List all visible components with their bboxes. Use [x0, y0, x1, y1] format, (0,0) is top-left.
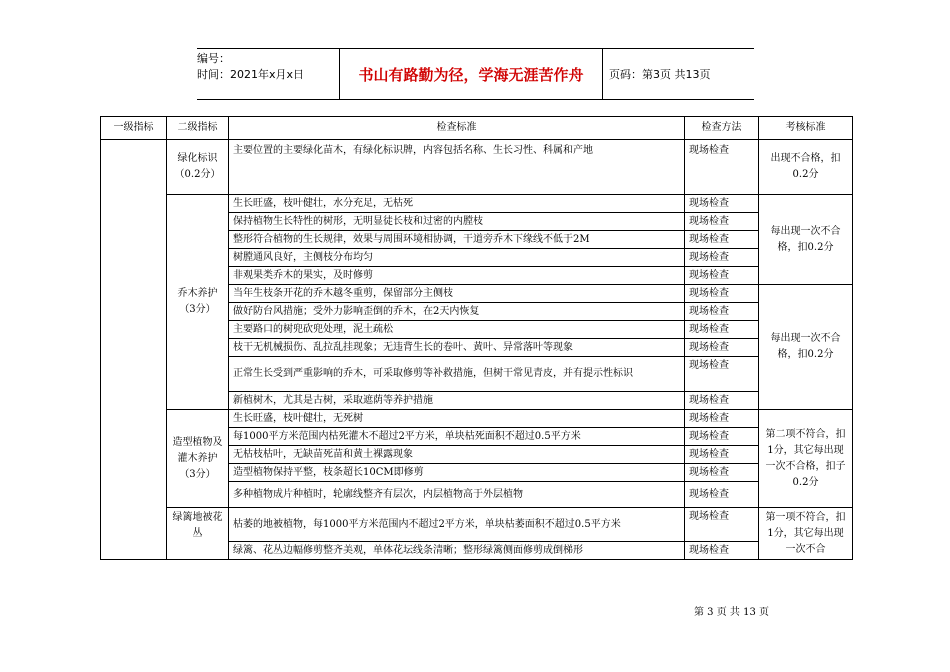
- table-row: [101, 140, 853, 195]
- inspection-table: [100, 116, 853, 560]
- criteria-cell: 整形符合植物的生长规律，效果与周围环境相协调，干道旁乔木下缘线不低于2M: [229, 231, 685, 249]
- method-cell: 现场检查: [685, 482, 759, 508]
- date-label: 时间：2021年x月x日: [197, 68, 305, 81]
- method-cell: 现场检查: [685, 249, 759, 267]
- criteria-cell: 绿篱、花丛边幅修剪整齐美观，单体花坛线条清晰；整形绿篱侧面修剪成倒梯形: [229, 542, 685, 560]
- number-label: 编号：: [197, 52, 230, 65]
- table-row: [101, 508, 853, 542]
- page-header: [197, 48, 754, 100]
- method-cell: 现场检查: [685, 285, 759, 303]
- score-cell: 每出现一次不合格，扣0.2分: [759, 285, 853, 410]
- column-header: 二级指标: [167, 117, 229, 140]
- score-cell: 每出现一次不合格，扣0.2分: [759, 195, 853, 285]
- criteria-cell: 保持植物生长特性的树形，无明显徒长枝和过密的内膛枝: [229, 213, 685, 231]
- motto: 书山有路勤为径，学海无涯苦作舟: [340, 49, 603, 99]
- criteria-cell: 枯萎的地被植物，每1000平方米范围内不超过2平方米，单块枯萎面积不超过0.5平方米: [229, 508, 685, 542]
- method-cell: 现场检查: [685, 321, 759, 339]
- criteria-cell: 正常生长受到严重影响的乔木，可采取修剪等补救措施，但树干常见青皮，并有提示性标识: [229, 357, 685, 392]
- method-cell: 现场检查: [685, 140, 759, 195]
- column-header: 检查方法: [685, 117, 759, 140]
- method-cell: 现场检查: [685, 542, 759, 560]
- column-header: 检查标准: [229, 117, 685, 140]
- criteria-cell: 生长旺盛，枝叶健壮，无死树: [229, 410, 685, 428]
- criteria-cell: 新植树木，尤其是古树，采取遮荫等养护措施: [229, 392, 685, 410]
- page-footer: 第 3 页 共 13 页: [694, 607, 769, 618]
- criteria-cell: 枝干无机械损伤、乱拉乱挂现象；无违背生长的卷叶、黄叶、异常落叶等现象: [229, 339, 685, 357]
- method-cell: 现场检查: [685, 508, 759, 542]
- header-left: [197, 49, 340, 99]
- criteria-cell: 无枯枝枯叶，无缺苗死苗和黄土裸露现象: [229, 446, 685, 464]
- level2-greening: 绿化标识（0.2分）: [167, 140, 229, 195]
- criteria-cell: 每1000平方米范围内枯死灌木不超过2平方米，单块枯死面积不超过0.5平方米: [229, 428, 685, 446]
- score-cell: 第一项不符合，扣1分，其它每出现一次不合: [759, 508, 853, 560]
- page-label: 页码：第3页 共13页: [609, 68, 711, 81]
- criteria-cell: 树膛通风良好，主侧枝分布均匀: [229, 249, 685, 267]
- table-row: [101, 410, 853, 428]
- method-cell: 现场检查: [685, 446, 759, 464]
- criteria-cell: 做好防台风措施；受外力影响歪倒的乔木，在2天内恢复: [229, 303, 685, 321]
- criteria-cell: 生长旺盛，枝叶健壮，水分充足，无枯死: [229, 195, 685, 213]
- criteria-cell: 多种植物成片种植时，轮廓线整齐有层次，内层植物高于外层植物: [229, 482, 685, 508]
- method-cell: 现场检查: [685, 410, 759, 428]
- criteria-cell: 主要位置的主要绿化苗木，有绿化标识牌，内容包括名称、生长习性、科属和产地: [229, 140, 685, 195]
- column-header: 一级指标: [101, 117, 167, 140]
- method-cell: 现场检查: [685, 464, 759, 482]
- method-cell: 现场检查: [685, 213, 759, 231]
- method-cell: 现场检查: [685, 339, 759, 357]
- score-cell: 出现不合格，扣0.2分: [759, 140, 853, 195]
- method-cell: 现场检查: [685, 195, 759, 213]
- method-cell: 现场检查: [685, 231, 759, 249]
- table-row: [101, 195, 853, 213]
- criteria-cell: 主要路口的树兜砍兜处理，泥土疏松: [229, 321, 685, 339]
- level2-hedge: 绿篱地被花丛: [167, 508, 229, 560]
- table-header-row: [101, 117, 853, 140]
- method-cell: 现场检查: [685, 267, 759, 285]
- method-cell: 现场检查: [685, 392, 759, 410]
- level1-cell: [101, 140, 167, 560]
- score-cell: 第二项不符合，扣1分，其它每出现一次不合格，扣子0.2分: [759, 410, 853, 508]
- column-header: 考核标准: [759, 117, 853, 140]
- method-cell: 现场检查: [685, 428, 759, 446]
- criteria-cell: 非观果类乔木的果实，及时修剪: [229, 267, 685, 285]
- method-cell: 现场检查: [685, 303, 759, 321]
- method-cell: 现场检查: [685, 357, 759, 392]
- level2-tree: 乔木养护（3分）: [167, 195, 229, 410]
- criteria-cell: 当年生枝条开花的乔木越冬重剪，保留部分主侧枝: [229, 285, 685, 303]
- criteria-cell: 造型植物保持平整，枝条超长10CM即修剪: [229, 464, 685, 482]
- level2-shrub: 造型植物及灌木养护（3分）: [167, 410, 229, 508]
